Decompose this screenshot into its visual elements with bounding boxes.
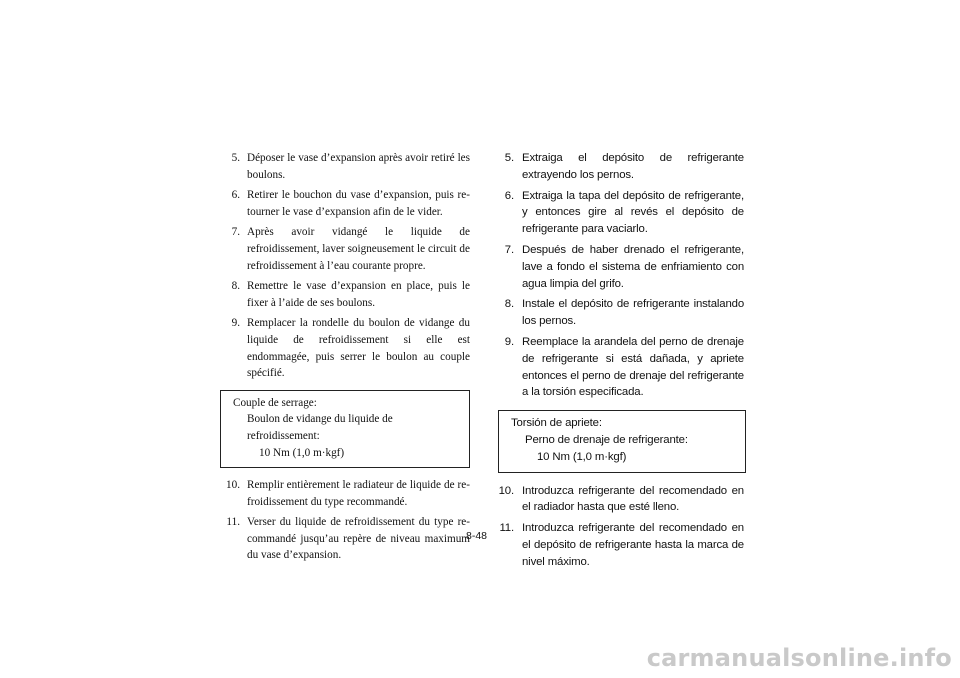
fr-step-9: [220, 315, 470, 381]
step-text: Remplir entièrement le radiateur de liquide de refroidissement du type recommandé.: [247, 479, 470, 508]
step-number: 5.: [504, 152, 514, 164]
step-number: 5.: [231, 152, 240, 164]
spec-title: Couple de serrage:: [233, 396, 317, 409]
fr-torque-spec-box: [220, 390, 470, 468]
step-text: Extraiga el depósito de refrigerante extrayendo los pernos.: [522, 152, 744, 181]
es-step-6: [498, 188, 744, 238]
es-step-5: [498, 150, 744, 184]
step-number: 8.: [231, 280, 240, 293]
step-text: Remettre le vase d’expansion en place, puis le fixer à l’aide de ses boulons.: [247, 280, 470, 309]
spec-value: 10 Nm (1,0 m·kgf): [259, 446, 345, 459]
step-text: Déposer le vase d’expansion après avoir retiré les boulons.: [247, 152, 470, 181]
step-text: Après avoir vidangé le liquide de refroidissement, laver soigneusement le circuit de refroidissement à l’eau courante propre.: [247, 226, 470, 272]
es-step-11: [498, 520, 744, 570]
fr-step-10: [220, 477, 470, 510]
step-text: Verser du liquide de refroidissement du type recommandé jusqu’au repère de niveau maximum du vase d’expansion.: [247, 516, 470, 562]
step-text: Retirer le bouchon du vase d’expansion, puis retourner le vase d’expansion afin de le vider.: [247, 189, 470, 218]
step-number: 7.: [231, 226, 240, 239]
es-step-9: [498, 334, 744, 401]
step-number: 10.: [498, 484, 514, 497]
watermark: carmanualsonline.info: [646, 644, 952, 672]
spanish-column: [498, 150, 744, 575]
step-number: 6.: [504, 189, 514, 202]
fr-step-6: [220, 187, 470, 220]
spec-name: Boulon de vidange du liquide de refroidissement:: [247, 413, 393, 442]
step-number: 9.: [504, 335, 514, 348]
step-text: Instale el depósito de refrigerante instalando los pernos.: [522, 298, 744, 328]
step-text: Extraiga la tapa del depósito de refrigerante, y entonces gire al revés el depósito de refrigerante para vaciarlo.: [522, 189, 744, 236]
spec-name: Perno de drenaje de refrigerante:: [525, 433, 688, 446]
step-text: Después de haber drenado el refrigerante, lave a fondo el sistema de enfriamiento con agua limpia del grifo.: [522, 243, 744, 290]
french-column: [220, 150, 470, 568]
fr-step-5: [220, 150, 470, 183]
es-step-10: [498, 483, 744, 517]
step-number: 10.: [226, 479, 240, 492]
step-text: Introduzca refrigerante del recomendado en el depósito de refrigerante hasta la marca de nivel máximo.: [522, 522, 744, 568]
step-number: 9.: [231, 317, 240, 330]
step-number: 7.: [504, 243, 514, 256]
step-number: 6.: [231, 189, 240, 202]
spec-value: 10 Nm (1,0 m·kgf): [537, 450, 627, 463]
step-text: Remplacer la rondelle du boulon de vidange du liquide de refroidissement si elle est endommagée, puis serrer le boulon au couple spécifié.: [247, 317, 470, 380]
fr-step-11: [220, 514, 470, 564]
spec-title: Torsión de apriete:: [511, 417, 602, 430]
step-number: 11.: [226, 516, 240, 529]
step-text: Reemplace la arandela del perno de drenaje de refrigerante si está dañada, y apriete entonces el perno de drenaje del refrigerante a la torsión especificada.: [522, 335, 744, 399]
es-step-8: [498, 296, 744, 330]
step-text: Introduzca refrigerante del recomendado en el radiador hasta que esté lleno.: [522, 484, 744, 514]
page-number: 8-48: [466, 530, 488, 542]
step-number: 8.: [504, 298, 514, 311]
step-number: 11.: [499, 522, 514, 535]
es-step-7: [498, 242, 744, 292]
fr-step-8: [220, 278, 470, 311]
es-torque-spec-box: [498, 410, 746, 472]
fr-step-7: [220, 224, 470, 274]
